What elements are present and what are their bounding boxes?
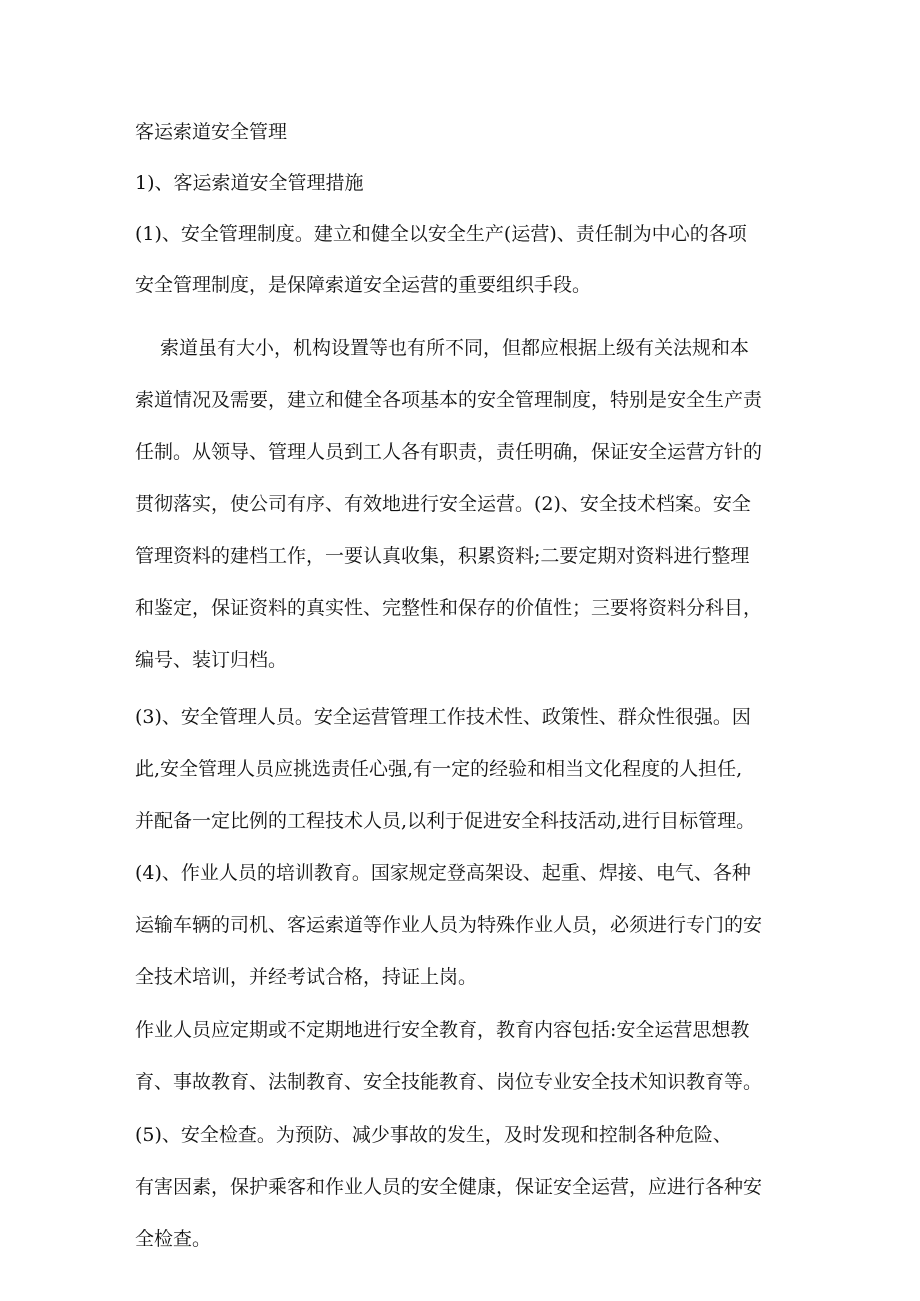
section-heading: 1)、客运索道安全管理措施 bbox=[135, 172, 364, 194]
body-line: 和鉴定，保证资料的真实性、完整性和保存的价值性；三要将资料分科目， bbox=[135, 597, 763, 619]
body-line: 育、事故教育、法制教育、安全技能教育、岗位专业安全技术知识教育等。 bbox=[135, 1071, 763, 1093]
body-line: 安全管理制度，是保障索道安全运营的重要组织手段。 bbox=[135, 274, 592, 296]
body-line: 编号、装订归档。 bbox=[135, 649, 288, 671]
body-line: (3)、安全管理人员。安全运营管理工作技术性、政策性、群众性很强。因 bbox=[135, 706, 751, 728]
body-line: 有害因素，保护乘客和作业人员的安全健康，保证安全运营，应进行各种安 bbox=[135, 1176, 763, 1198]
body-line: (5)、安全检查。为预防、减少事故的发生，及时发现和控制各种危险、 bbox=[135, 1124, 732, 1146]
body-line: 管理资料的建档工作，一要认真收集，积累资料;二要定期对资料进行整理 bbox=[135, 545, 750, 567]
document-title: 客运索道安全管理 bbox=[135, 121, 288, 143]
body-line: 全技术培训，并经考试合格，持证上岗。 bbox=[135, 966, 478, 988]
body-line: 全检查。 bbox=[135, 1228, 212, 1250]
body-line: 此,安全管理人员应挑选责任心强,有一定的经验和相当文化程度的人担任, bbox=[135, 758, 743, 780]
body-line: 贯彻落实，使公司有序、有效地进行安全运营。(2)、安全技术档案。安全 bbox=[135, 493, 751, 515]
body-line: 作业人员应定期或不定期地进行安全教育，教育内容包括:安全运营思想教 bbox=[135, 1019, 750, 1041]
body-line: (1)、安全管理制度。建立和健全以安全生产(运营)、责任制为中心的各项 bbox=[135, 223, 747, 245]
body-line: 任制。从领导、管理人员到工人各有职责，责任明确，保证安全运营方针的 bbox=[135, 441, 763, 463]
body-line: 索道虽有大小，机构设置等也有所不同，但都应根据上级有关法规和本 bbox=[160, 337, 750, 359]
body-line: 索道情况及需要，建立和健全各项基本的安全管理制度，特别是安全生产责 bbox=[135, 389, 763, 411]
body-line: 并配备一定比例的工程技术人员,以利于促进安全科技活动,进行目标管理。 bbox=[135, 810, 756, 832]
body-line: 运输车辆的司机、客运索道等作业人员为特殊作业人员，必须进行专门的安 bbox=[135, 914, 763, 936]
body-line: (4)、作业人员的培训教育。国家规定登高架设、起重、焊接、电气、各种 bbox=[135, 862, 751, 884]
